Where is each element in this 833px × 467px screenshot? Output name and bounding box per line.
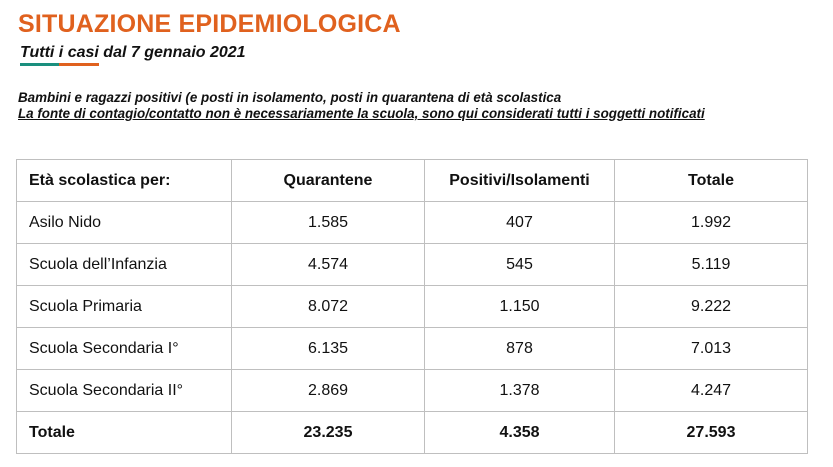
subtitle-underline	[20, 63, 99, 66]
row-label: Scuola Secondaria I°	[17, 328, 232, 370]
total-totale: 27.593	[615, 412, 808, 454]
page-title: SITUAZIONE EPIDEMIOLOGICA	[18, 10, 401, 38]
cell-totale: 5.119	[615, 244, 808, 286]
cell-quarantene: 6.135	[232, 328, 425, 370]
header-positivi: Positivi/Isolamenti	[425, 160, 615, 202]
table-header-row	[17, 160, 808, 202]
header-quarantene: Quarantene	[232, 160, 425, 202]
row-label: Scuola Primaria	[17, 286, 232, 328]
table-total-row	[17, 412, 808, 454]
cell-positivi: 407	[425, 202, 615, 244]
table-row	[17, 244, 808, 286]
table-row	[17, 286, 808, 328]
note	[18, 90, 778, 122]
cell-positivi: 1.150	[425, 286, 615, 328]
total-label: Totale	[17, 412, 232, 454]
total-quarantene: 23.235	[232, 412, 425, 454]
note-line-2: La fonte di contagio/contatto non è necessariamente la scuola, sono qui considerati tutti i soggetti notificati	[18, 106, 705, 121]
cell-totale: 7.013	[615, 328, 808, 370]
cell-quarantene: 2.869	[232, 370, 425, 412]
cell-quarantene: 1.585	[232, 202, 425, 244]
note-line-1: Bambini e ragazzi positivi (e posti in isolamento, posti in quarantena di età scolastica	[18, 90, 562, 105]
subtitle	[20, 44, 246, 62]
cell-quarantene: 8.072	[232, 286, 425, 328]
cell-totale: 1.992	[615, 202, 808, 244]
table-row	[17, 370, 808, 412]
cell-totale: 9.222	[615, 286, 808, 328]
header-totale: Totale	[615, 160, 808, 202]
table-row	[17, 202, 808, 244]
subtitle-highlight	[20, 44, 99, 62]
row-label: Scuola Secondaria II°	[17, 370, 232, 412]
row-label: Scuola dell’Infanzia	[17, 244, 232, 286]
cell-positivi: 1.378	[425, 370, 615, 412]
table-row	[17, 328, 808, 370]
header-age-group: Età scolastica per:	[17, 160, 232, 202]
cell-quarantene: 4.574	[232, 244, 425, 286]
cell-positivi: 878	[425, 328, 615, 370]
cases-table	[16, 159, 808, 454]
total-positivi: 4.358	[425, 412, 615, 454]
row-label: Asilo Nido	[17, 202, 232, 244]
subtitle-date-text: dal 7 gennaio 2021	[98, 44, 246, 61]
subtitle-highlight-text: Tutti i casi	[20, 44, 99, 61]
cell-positivi: 545	[425, 244, 615, 286]
cell-totale: 4.247	[615, 370, 808, 412]
